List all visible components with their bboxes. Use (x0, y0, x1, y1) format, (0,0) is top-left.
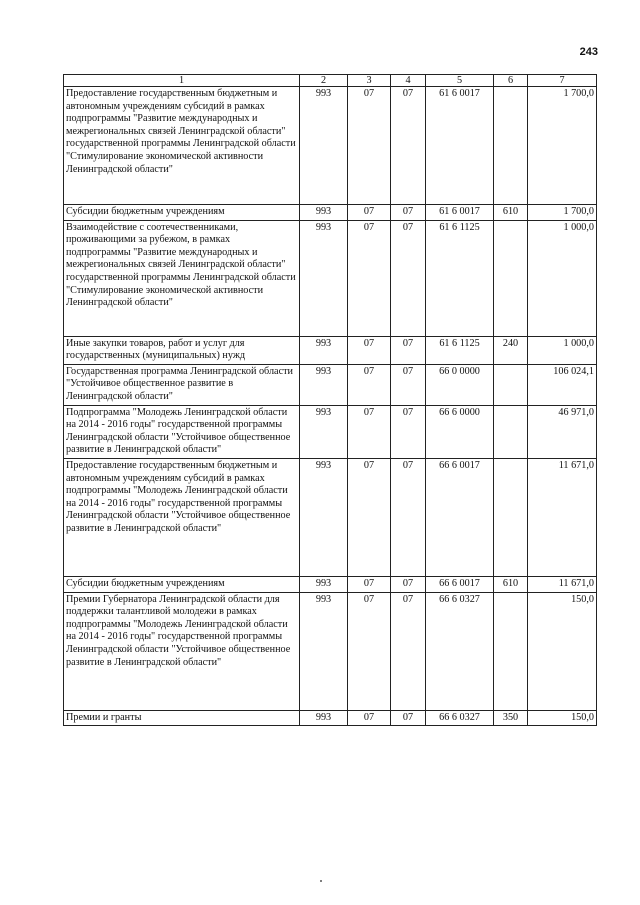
table-row (64, 710, 597, 726)
row-expense-type (494, 458, 528, 576)
row-target-article: 66 6 0000 (426, 405, 494, 458)
column-header: 6 (494, 75, 528, 87)
row-subsection: 07 (391, 220, 426, 336)
row-amount: 1 000,0 (528, 336, 597, 364)
row-amount: 106 024,1 (528, 364, 597, 405)
table-row (64, 592, 597, 710)
row-subsection: 07 (391, 458, 426, 576)
row-expense-type (494, 87, 528, 205)
row-amount: 11 671,0 (528, 576, 597, 592)
row-ministry-code: 993 (300, 364, 348, 405)
table-row (64, 458, 597, 576)
row-amount: 11 671,0 (528, 458, 597, 576)
row-target-article: 61 6 0017 (426, 205, 494, 221)
row-section: 07 (348, 576, 391, 592)
table-row (64, 405, 597, 458)
table-row (64, 87, 597, 205)
row-subsection: 07 (391, 576, 426, 592)
row-expense-type (494, 405, 528, 458)
table-row (64, 220, 597, 336)
row-ministry-code: 993 (300, 592, 348, 710)
page-number: 243 (579, 46, 598, 58)
row-section: 07 (348, 458, 391, 576)
row-section: 07 (348, 405, 391, 458)
row-name: Предоставление государственным бюджетным и автономным учреждениям субсидий в рамках подпрограммы "Молодежь Ленинградской области на 2014 - 2016 годы" государственной программы Ленинградской области "Устойчивое общественное развитие в Ленинградской области" (64, 458, 300, 576)
row-amount: 1 700,0 (528, 87, 597, 205)
row-ministry-code: 993 (300, 220, 348, 336)
column-header: 3 (348, 75, 391, 87)
row-name: Взаимодействие с соотечественниками, проживающими за рубежом, в рамках подпрограммы "Развитие международных и межрегиональных связей Ленинградской области" государственной программы Ленинградской области "Стимулирование экономической активности Ленинградской области" (64, 220, 300, 336)
row-subsection: 07 (391, 592, 426, 710)
row-amount: 150,0 (528, 710, 597, 726)
column-header: 2 (300, 75, 348, 87)
row-expense-type: 610 (494, 576, 528, 592)
row-name: Субсидии бюджетным учреждениям (64, 576, 300, 592)
row-section: 07 (348, 220, 391, 336)
row-section: 07 (348, 710, 391, 726)
row-amount: 150,0 (528, 592, 597, 710)
row-name: Премии и гранты (64, 710, 300, 726)
table-row (64, 364, 597, 405)
row-section: 07 (348, 87, 391, 205)
row-subsection: 07 (391, 205, 426, 221)
table-row (64, 576, 597, 592)
row-ministry-code: 993 (300, 458, 348, 576)
row-expense-type: 610 (494, 205, 528, 221)
row-target-article: 66 6 0017 (426, 458, 494, 576)
row-ministry-code: 993 (300, 710, 348, 726)
row-name: Премии Губернатора Ленинградской области для поддержки талантливой молодежи в рамках подпрограммы "Молодежь Ленинградской области на 2014 - 2016 годы" государственной программы Ленинградской области "Устойчивое общественное развитие в Ленинградской области" (64, 592, 300, 710)
column-header: 1 (64, 75, 300, 87)
row-ministry-code: 993 (300, 405, 348, 458)
row-target-article: 61 6 1125 (426, 336, 494, 364)
row-section: 07 (348, 592, 391, 710)
scan-speck (320, 880, 322, 882)
column-header: 7 (528, 75, 597, 87)
row-amount: 1 000,0 (528, 220, 597, 336)
row-section: 07 (348, 205, 391, 221)
row-name: Государственная программа Ленинградской области "Устойчивое общественное развитие в Ленинградской области" (64, 364, 300, 405)
table-header-row (64, 75, 597, 87)
row-subsection: 07 (391, 364, 426, 405)
row-target-article: 66 6 0017 (426, 576, 494, 592)
row-expense-type: 240 (494, 336, 528, 364)
table-row (64, 336, 597, 364)
row-target-article: 66 6 0327 (426, 710, 494, 726)
row-amount: 46 971,0 (528, 405, 597, 458)
row-subsection: 07 (391, 710, 426, 726)
row-ministry-code: 993 (300, 576, 348, 592)
row-target-article: 61 6 0017 (426, 87, 494, 205)
table-row (64, 205, 597, 221)
row-ministry-code: 993 (300, 336, 348, 364)
row-expense-type: 350 (494, 710, 528, 726)
row-subsection: 07 (391, 405, 426, 458)
row-name: Иные закупки товаров, работ и услуг для государственных (муниципальных) нужд (64, 336, 300, 364)
budget-table (63, 74, 597, 726)
row-target-article: 66 6 0327 (426, 592, 494, 710)
row-expense-type (494, 220, 528, 336)
row-section: 07 (348, 364, 391, 405)
row-subsection: 07 (391, 336, 426, 364)
row-amount: 1 700,0 (528, 205, 597, 221)
row-target-article: 61 6 1125 (426, 220, 494, 336)
row-name: Субсидии бюджетным учреждениям (64, 205, 300, 221)
row-expense-type (494, 364, 528, 405)
row-name: Предоставление государственным бюджетным и автономным учреждениям субсидий в рамках подпрограммы "Развитие международных и межрегиональных связей Ленинградской области" государственной программы Ленинградской области "Стимулирование экономической активности Ленинградской области" (64, 87, 300, 205)
row-section: 07 (348, 336, 391, 364)
column-header: 4 (391, 75, 426, 87)
row-target-article: 66 0 0000 (426, 364, 494, 405)
row-expense-type (494, 592, 528, 710)
row-ministry-code: 993 (300, 87, 348, 205)
column-header: 5 (426, 75, 494, 87)
row-name: Подпрограмма "Молодежь Ленинградской области на 2014 - 2016 годы" государственной программы Ленинградской области "Устойчивое общественное развитие в Ленинградской области" (64, 405, 300, 458)
row-subsection: 07 (391, 87, 426, 205)
row-ministry-code: 993 (300, 205, 348, 221)
